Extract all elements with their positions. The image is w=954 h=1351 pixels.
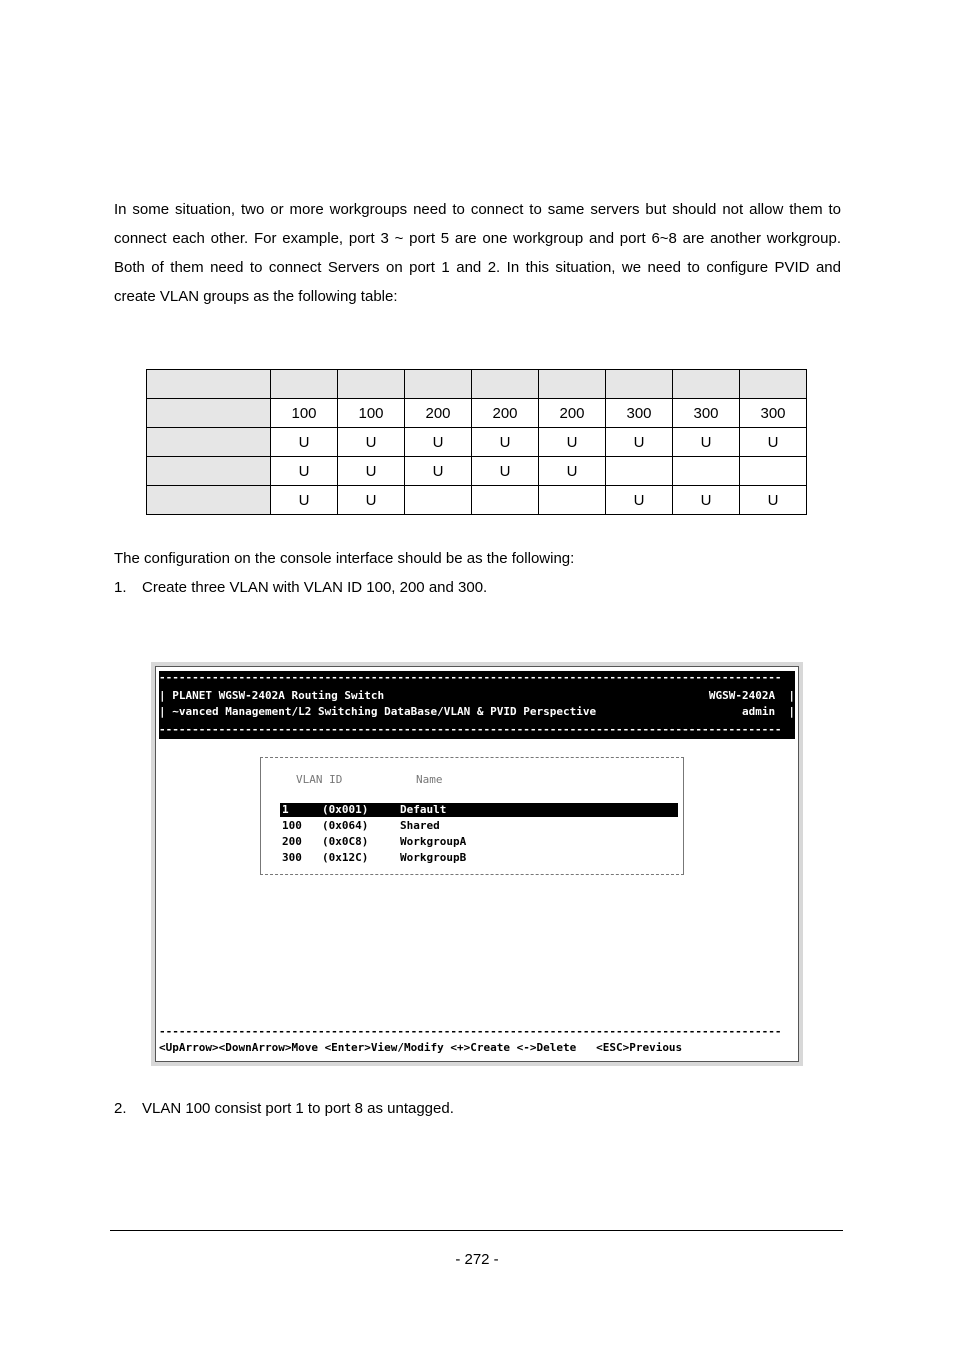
table-cell: U: [673, 486, 740, 515]
table-row: [147, 486, 807, 515]
row-label-cell: [147, 486, 271, 515]
table-cell: [405, 486, 472, 515]
table-row: [147, 370, 807, 399]
column-name: Name: [416, 773, 443, 786]
terminal-user: admin |: [742, 705, 795, 718]
table-cell: [472, 486, 539, 515]
footer-divider: ----------------------------------------------------------------------------------------------: [159, 1025, 782, 1038]
footer-rule: [110, 1230, 843, 1231]
step-1-number: 1.: [114, 579, 127, 596]
table-cell: [606, 370, 673, 399]
terminal-header: ---------------------------------------------------------------------------------------------- | PLANET WGSW-2402A Routing Switch WGSW-2402A | | ~vanced Management/L2 Switching DataBase/VLAN & PVID Perspective admin | ----------------------------------------------------------------------------------------------: [159, 671, 795, 739]
table-cell: [539, 370, 606, 399]
column-vlan-id: VLAN ID: [296, 773, 343, 786]
vlan-port-table: [146, 369, 807, 515]
vlan-row-1[interactable]: 1 (0x001) Default: [280, 803, 678, 817]
row-label-cell: [147, 370, 271, 399]
table-cell: U: [539, 457, 606, 486]
table-cell: U: [740, 428, 807, 457]
table-cell: U: [740, 486, 807, 515]
table-cell: [338, 370, 405, 399]
table-cell: 200: [405, 399, 472, 428]
table-cell: 300: [606, 399, 673, 428]
row-label-cell: [147, 428, 271, 457]
step-2-text: VLAN 100 consist port 1 to port 8 as untagged.: [142, 1100, 454, 1117]
table-cell: U: [673, 428, 740, 457]
table-cell: 200: [472, 399, 539, 428]
step-1-text: Create three VLAN with VLAN ID 100, 200 and 300.: [142, 579, 488, 596]
config-intro: The configuration on the console interface should be as the following:: [114, 550, 575, 567]
table-cell: U: [539, 428, 606, 457]
table-cell: U: [271, 457, 338, 486]
table-row: [147, 457, 807, 486]
terminal-title: | PLANET WGSW-2402A Routing Switch: [159, 689, 385, 702]
row-label-cell: [147, 399, 271, 428]
table-cell: [271, 370, 338, 399]
table-cell: [740, 457, 807, 486]
console-screenshot: [151, 662, 803, 1066]
table-cell: U: [405, 457, 472, 486]
vlan-row-200[interactable]: 200 (0x0C8) WorkgroupA: [282, 835, 467, 848]
table-cell: [740, 370, 807, 399]
table-cell: U: [271, 428, 338, 457]
step-2-number: 2.: [114, 1100, 127, 1117]
table-cell: [472, 370, 539, 399]
terminal-key-help: <UpArrow><DownArrow>Move <Enter>View/Modify <+>Create <->Delete <ESC>Previous: [159, 1041, 683, 1054]
table-cell: 100: [338, 399, 405, 428]
table-cell: 200: [539, 399, 606, 428]
terminal-window: [155, 666, 799, 1062]
table-cell: U: [405, 428, 472, 457]
intro-paragraph: In some situation, two or more workgroups need to connect to same servers but should not allow them to connect each other. For example, port 3 ~ port 5 are one workgroup and port 6~8 are another workgroup. Both of them need to connect Servers on port 1 and 2. In this situation, we need to configure PVID and create VLAN groups as the following table:: [114, 201, 841, 305]
table-cell: [539, 486, 606, 515]
page-number: - 272 -: [455, 1251, 499, 1268]
table-row: [147, 399, 807, 428]
table-cell: 300: [740, 399, 807, 428]
table-cell: [673, 457, 740, 486]
table-cell: U: [338, 457, 405, 486]
table-cell: [673, 370, 740, 399]
terminal-model: WGSW-2402A |: [708, 689, 795, 702]
table-cell: [606, 457, 673, 486]
table-cell: U: [472, 457, 539, 486]
table-cell: 100: [271, 399, 338, 428]
vlan-row-300[interactable]: 300 (0x12C) WorkgroupB: [282, 851, 467, 864]
table-cell: U: [472, 428, 539, 457]
table-cell: U: [338, 486, 405, 515]
table-cell: [405, 370, 472, 399]
table-cell: U: [606, 486, 673, 515]
vlan-list-box: [260, 757, 684, 875]
table-cell: 300: [673, 399, 740, 428]
row-label-cell: [147, 457, 271, 486]
vlan-row-100[interactable]: 100 (0x064) Shared: [282, 819, 440, 832]
table-cell: U: [338, 428, 405, 457]
terminal-path: | ~vanced Management/L2 Switching DataBase/VLAN & PVID Perspective: [159, 705, 597, 718]
table-row: [147, 428, 807, 457]
table-cell: U: [606, 428, 673, 457]
table-cell: U: [271, 486, 338, 515]
step-2: [114, 1100, 454, 1117]
step-1: [114, 579, 487, 596]
